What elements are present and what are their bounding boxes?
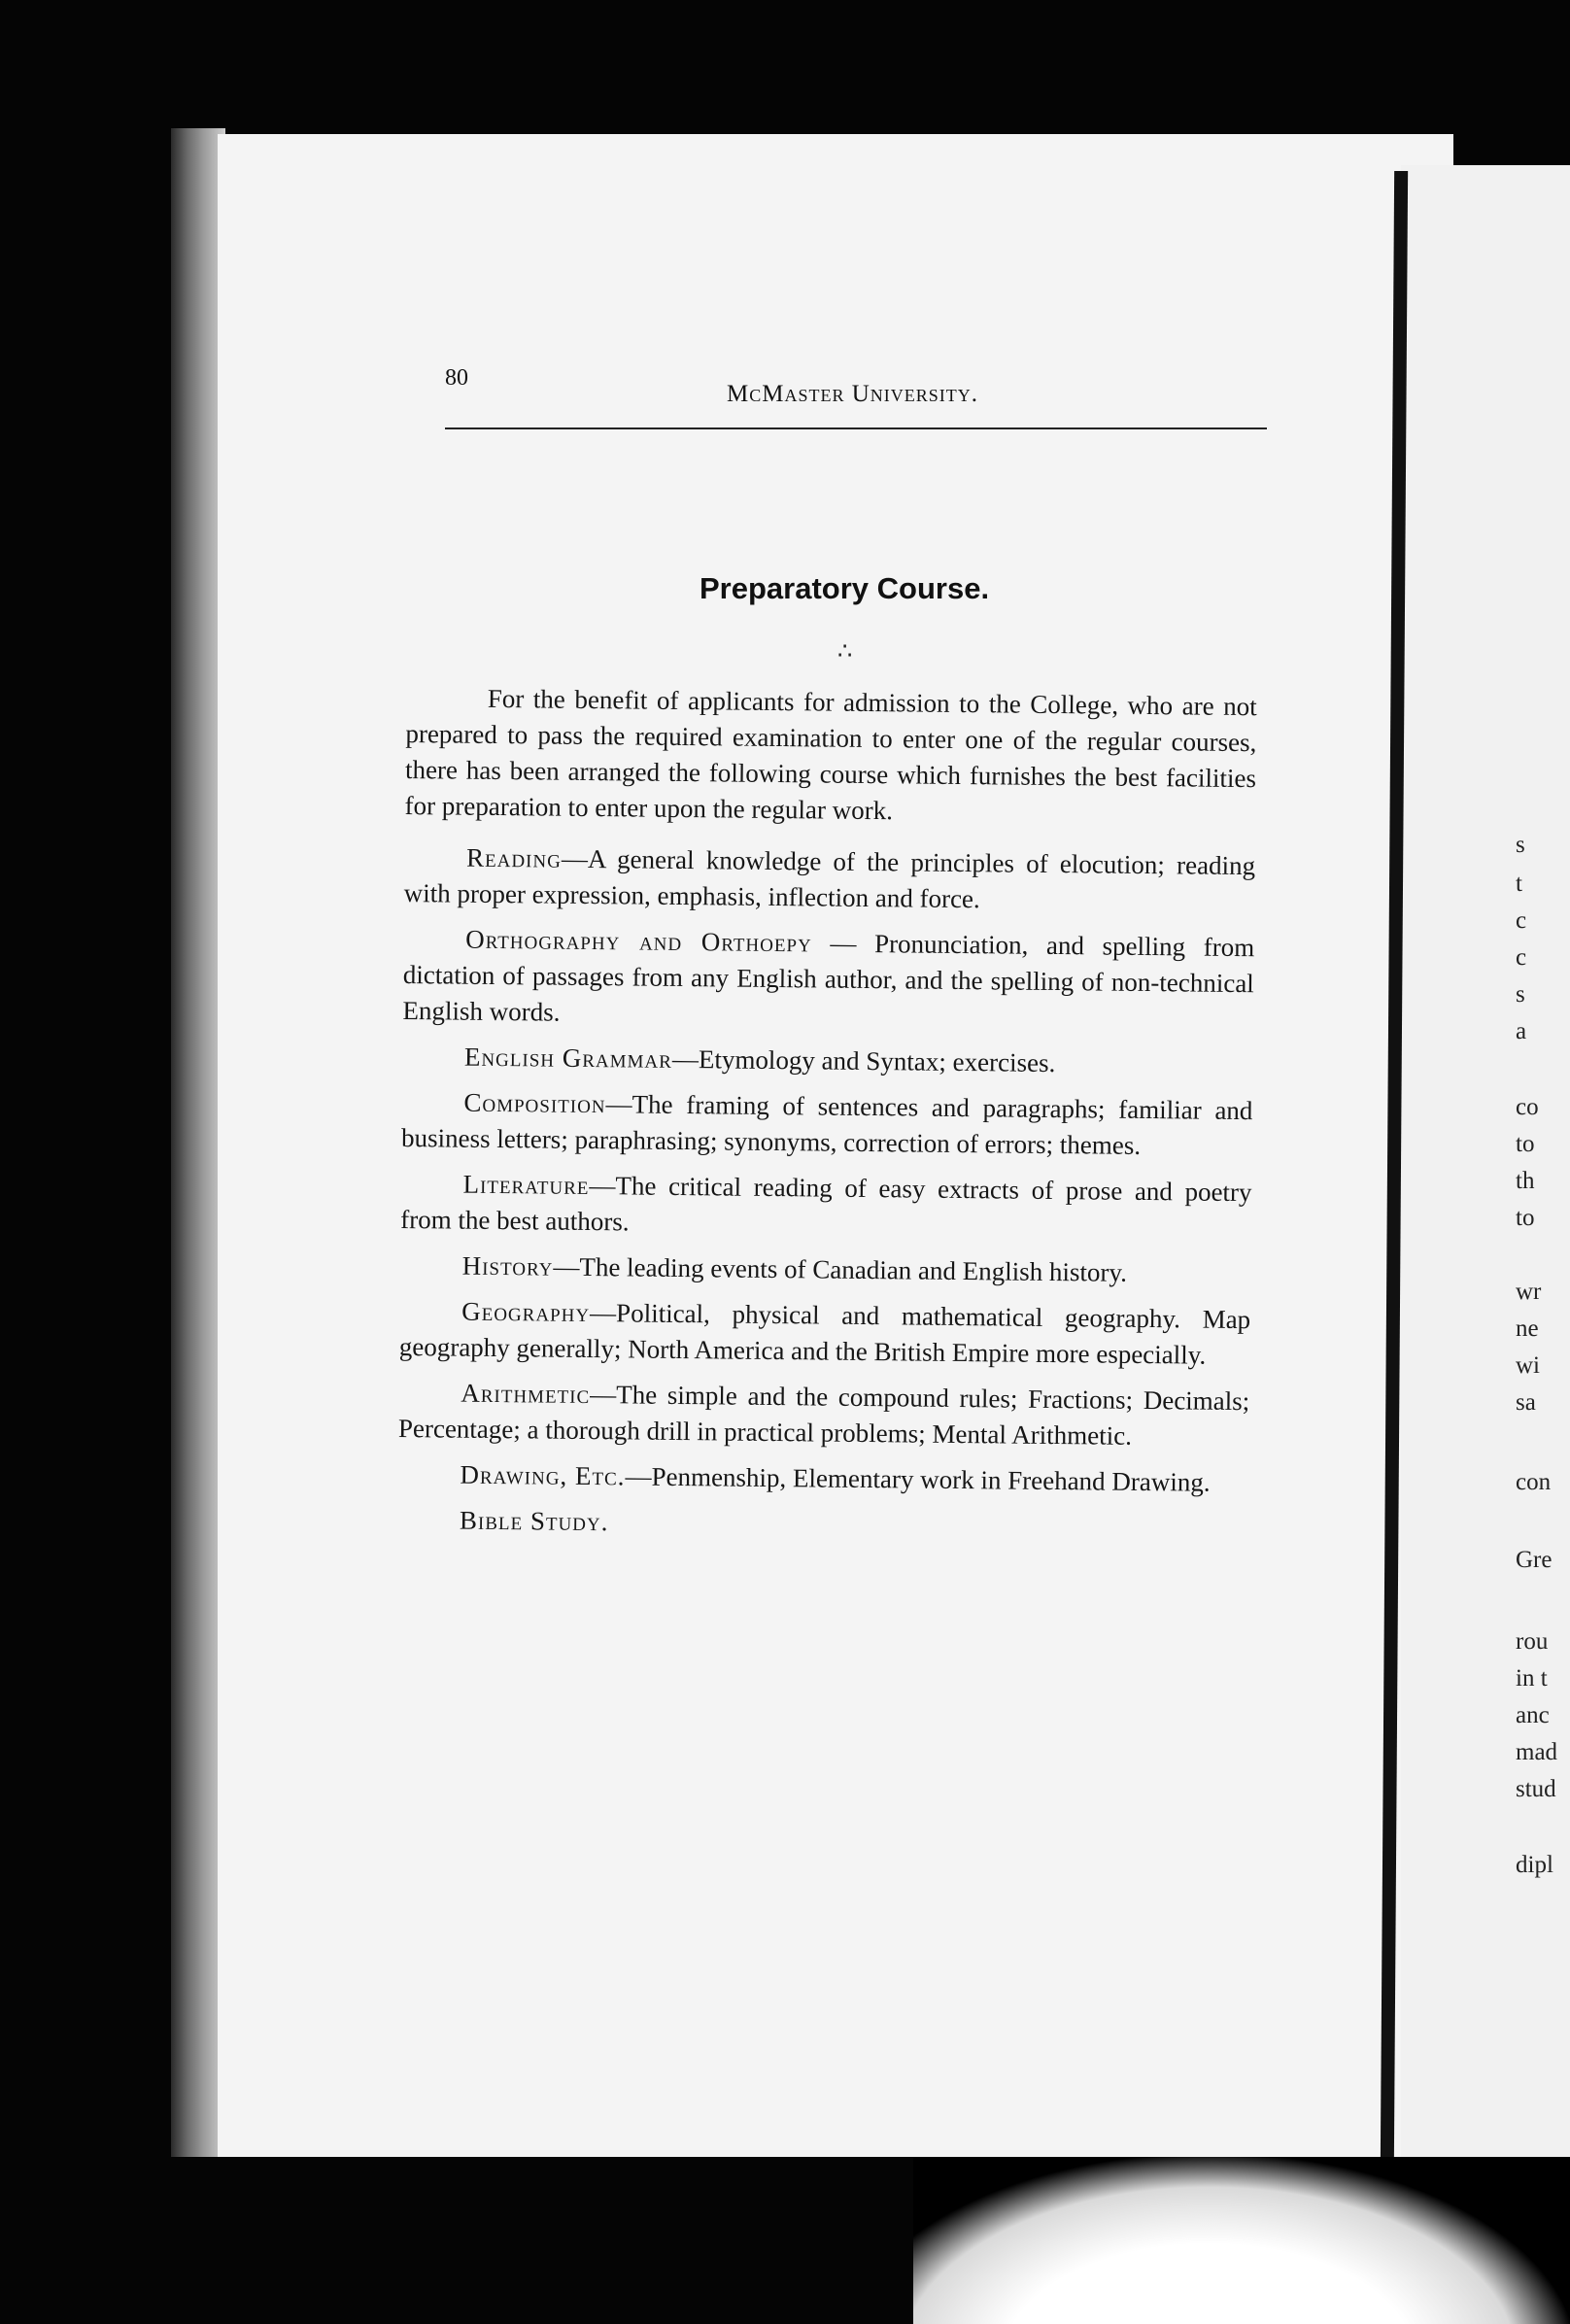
topic-history (399, 1247, 1250, 1292)
topic-text: —The critical reading of easy extracts of prose and poetry from the best authors. (400, 1171, 1252, 1237)
facing-fragment: in t (1516, 1665, 1548, 1692)
topic-orthography (402, 921, 1254, 1038)
facing-fragment: Gre (1516, 1547, 1553, 1573)
topic-arithmetic (398, 1375, 1250, 1455)
topic-text: —Penmenship, Elementary work in Freehand Drawing. (625, 1461, 1211, 1497)
topic-label: Geography (461, 1296, 591, 1328)
topic-label: Arithmetic (461, 1378, 591, 1410)
facing-fragment: con (1516, 1469, 1552, 1495)
topic-label: Literature (462, 1169, 590, 1201)
intro-paragraph: For the benefit of applicants for admission to the College, who are not prepared to pass the required examination to enter one of the regular courses, there has been arranged the following course which furnishes the best facilities for preparation to enter upon the regular work. (404, 683, 1257, 826)
topic-text: —The leading events of Canadian and English history. (553, 1251, 1128, 1287)
facing-fragment: c (1516, 944, 1527, 971)
topic-literature (400, 1166, 1252, 1247)
facing-fragment: ne (1516, 1316, 1539, 1342)
course-text (397, 680, 1257, 1556)
topic-drawing (397, 1456, 1248, 1501)
topic-text: —Political, physical and mathematical geography. Map geography generally; North America and the British Empire more especially. (398, 1298, 1251, 1370)
topic-text: —The simple and the compound rules; Fractions; Decimals; Percentage; a thorough drill in practical problems; Mental Arithmetic. (397, 1380, 1250, 1451)
facing-fragment: sa (1516, 1389, 1536, 1416)
topic-text: —Etymology and Syntax; exercises. (671, 1043, 1056, 1078)
facing-fragment: t (1516, 871, 1522, 897)
topic-geography (399, 1293, 1251, 1374)
topic-label: Bible Study. (459, 1505, 609, 1537)
page-number: 80 (445, 365, 468, 391)
topic-label: English Grammar (463, 1042, 673, 1074)
facing-fragment: stud (1516, 1776, 1556, 1802)
header-rule (445, 427, 1267, 429)
ornament-glyph: ∴ (837, 639, 853, 665)
topic-label: Reading (465, 842, 563, 873)
facing-fragment: wi (1516, 1352, 1540, 1379)
facing-fragment: th (1516, 1168, 1535, 1194)
facing-fragment: a (1516, 1018, 1527, 1044)
facing-fragment: to (1516, 1205, 1535, 1231)
topic-grammar (402, 1039, 1253, 1083)
facing-fragment: co (1516, 1094, 1539, 1120)
topic-label: Drawing, Etc. (460, 1459, 626, 1491)
facing-fragment: wr (1516, 1279, 1542, 1305)
topic-text: —A general knowledge of the principles of elocution; reading with proper expression, emphasis, inflection and force. (403, 843, 1256, 914)
section-title: Preparatory Course. (700, 571, 990, 605)
facing-fragment: dipl (1516, 1852, 1553, 1878)
running-head: McMaster University. (727, 381, 979, 407)
topic-label: History (461, 1250, 554, 1282)
topic-bible-study (397, 1502, 1248, 1547)
scan-glare (913, 2157, 1570, 2324)
facing-fragment: s (1516, 832, 1525, 858)
topic-composition (401, 1084, 1253, 1165)
topic-label: Orthography and Orthoepy (465, 924, 812, 958)
topic-reading (404, 839, 1256, 920)
facing-fragment: c (1516, 907, 1527, 934)
facing-fragment: anc (1516, 1702, 1550, 1728)
facing-fragment: s (1516, 981, 1525, 1008)
facing-fragment: rou (1516, 1628, 1549, 1655)
facing-fragment: to (1516, 1131, 1535, 1157)
topic-text: — Pronunciation, and spelling from dictation of passages from any English author, and the spelling of non-technical English words. (402, 928, 1255, 1027)
topic-label: Composition (463, 1087, 606, 1119)
facing-fragment: mad (1516, 1739, 1558, 1765)
topic-text: —The framing of sentences and paragraphs; familiar and business letters; paraphrasing; synonyms, correction of errors; themes. (400, 1089, 1253, 1160)
